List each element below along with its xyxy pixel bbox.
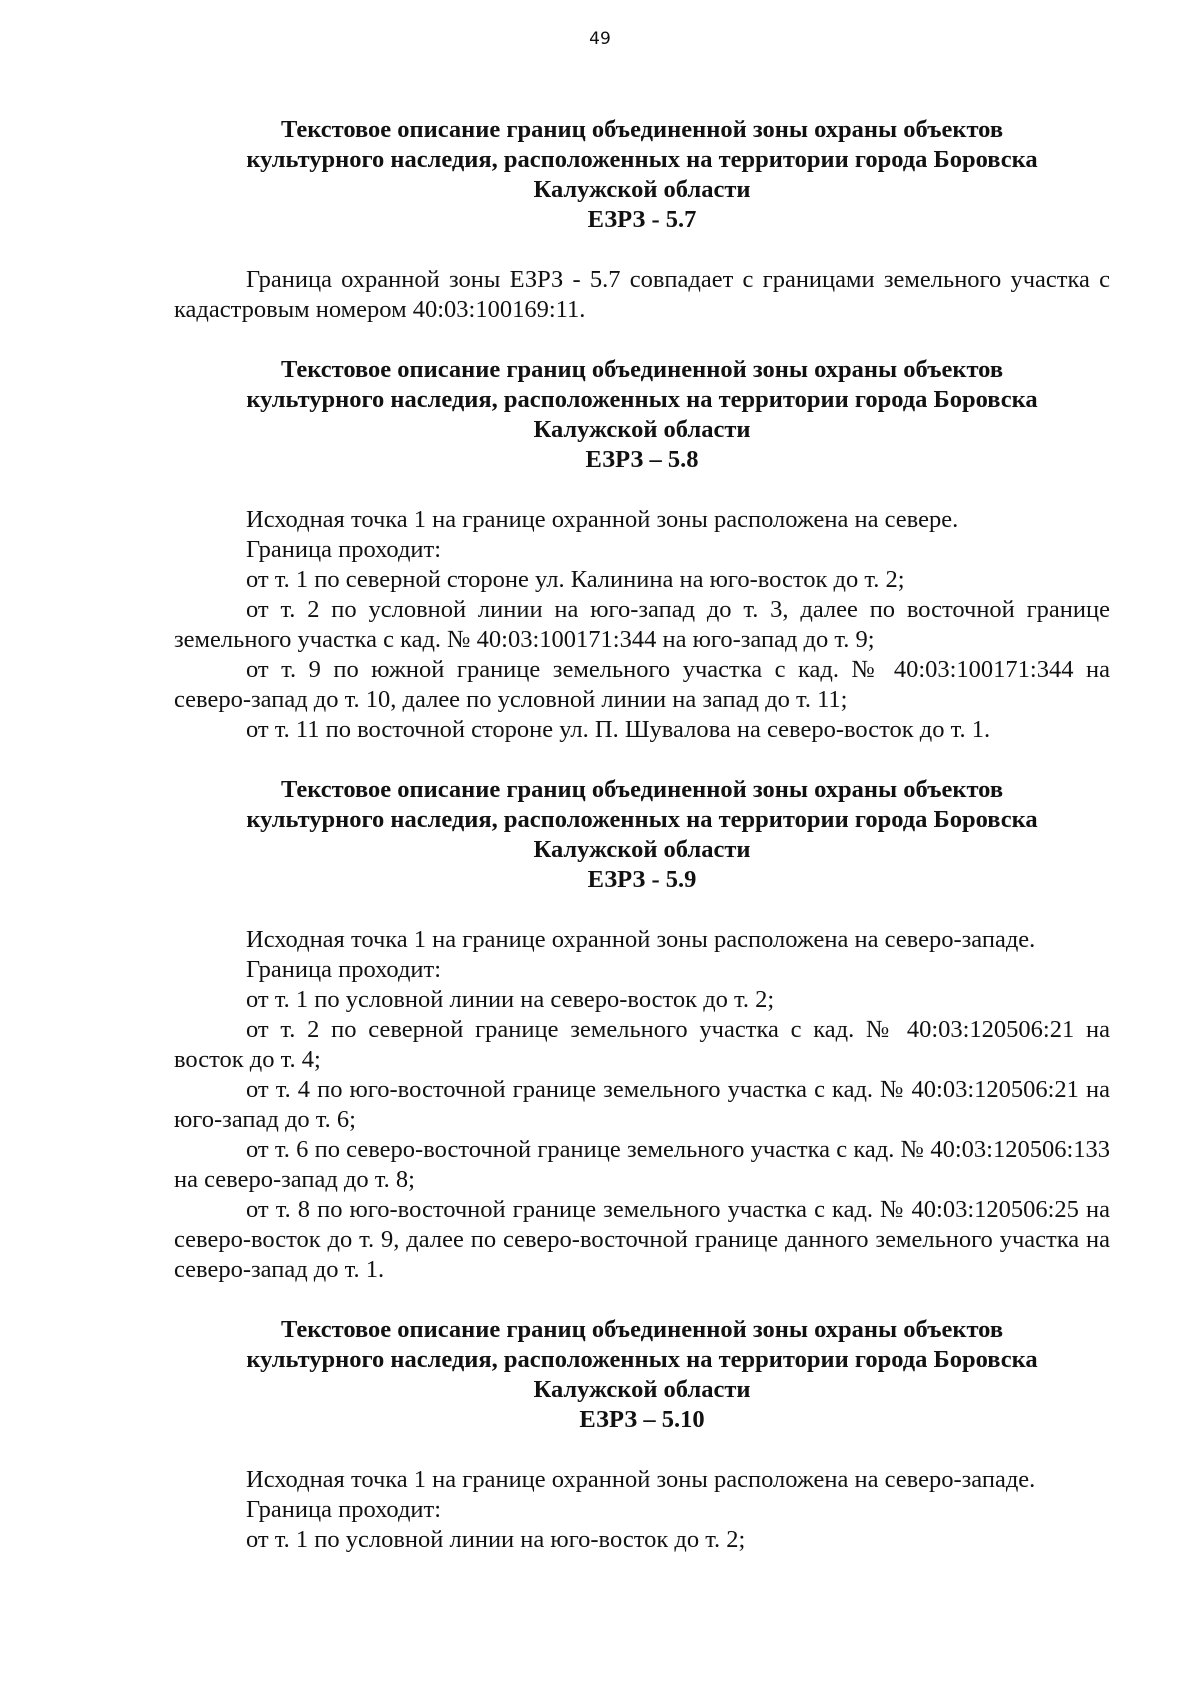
section-text: [174, 925, 1110, 1285]
paragraph: Граница проходит:: [246, 1496, 442, 1523]
heading-line: Калужской области: [533, 836, 751, 863]
heading-line: культурного наследия, расположенных на территории города Боровска: [246, 1346, 1038, 1373]
section-text: [174, 1465, 1110, 1555]
heading-line: культурного наследия, расположенных на территории города Боровска: [246, 386, 1038, 413]
paragraph: Исходная точка 1 на границе охранной зоны расположена на северо-западе.: [246, 1466, 1036, 1493]
heading-line: Калужской области: [533, 416, 751, 443]
paragraph: от т. 11 по восточной стороне ул. П. Шувалова на северо-восток до т. 1.: [246, 716, 991, 743]
zone-code: ЕЗРЗ – 5.10: [579, 1406, 705, 1433]
paragraph: от т. 2 по условной линии на юго-запад до т. 3, далее по восточной границе земельного участка с кад. № 40:03:100171:344 на юго-запад до т. 9;: [174, 596, 1110, 653]
paragraph: от т. 8 по юго-восточной границе земельного участка с кад. № 40:03:120506:25 на северо-восток до т. 9, далее по северо-восточной границе данного земельного участка на северо-запад до т. 1.: [174, 1196, 1110, 1283]
paragraph: от т. 4 по юго-восточной границе земельного участка с кад. № 40:03:120506:21 на юго-запад до т. 6;: [174, 1076, 1110, 1133]
heading-line: Калужской области: [533, 1376, 751, 1403]
paragraph: Граница проходит:: [246, 956, 442, 983]
section-ezrz-5-9: [174, 775, 1110, 1285]
paragraph: от т. 1 по условной линии на северо-восток до т. 2;: [246, 986, 775, 1013]
paragraph: Граница охранной зоны ЕЗРЗ - 5.7 совпадает с границами земельного участка с кадастровым номером 40:03:100169:11.: [174, 266, 1110, 323]
heading-line: Текстовое описание границ объединенной зоны охраны объектов: [280, 116, 1004, 143]
section-text: [174, 505, 1110, 745]
heading-line: культурного наследия, расположенных на территории города Боровска: [246, 146, 1038, 173]
paragraph: Исходная точка 1 на границе охранной зоны расположена на севере.: [246, 506, 959, 533]
heading-line: Текстовое описание границ объединенной зоны охраны объектов: [280, 356, 1004, 383]
page-number: 49: [589, 29, 611, 49]
section-ezrz-5-8: [174, 355, 1110, 745]
zone-code: ЕЗРЗ – 5.8: [585, 446, 699, 473]
paragraph: от т. 1 по условной линии на юго-восток до т. 2;: [246, 1526, 746, 1553]
zone-code: ЕЗРЗ - 5.9: [587, 866, 697, 893]
section-heading: [174, 775, 1110, 895]
heading-line: Текстовое описание границ объединенной зоны охраны объектов: [280, 776, 1004, 803]
heading-line: Калужской области: [533, 176, 751, 203]
heading-line: Текстовое описание границ объединенной зоны охраны объектов: [280, 1316, 1004, 1343]
section-heading: [174, 1315, 1110, 1435]
paragraph: от т. 6 по северо-восточной границе земельного участка с кад. № 40:03:120506:133 на северо-запад до т. 8;: [174, 1136, 1110, 1193]
paragraph: от т. 9 по южной границе земельного участка с кад. № 40:03:100171:344 на северо-запад до т. 10, далее по условной линии на запад до т. 11;: [174, 656, 1110, 713]
paragraph: Исходная точка 1 на границе охранной зоны расположена на северо-западе.: [246, 926, 1036, 953]
section-heading: [174, 115, 1110, 235]
zone-code: ЕЗРЗ - 5.7: [587, 206, 697, 233]
section-text: [174, 265, 1110, 325]
document-body: [174, 115, 1110, 1555]
section-ezrz-5-7: [174, 115, 1110, 325]
section-ezrz-5-10: [174, 1315, 1110, 1555]
paragraph: Граница проходит:: [246, 536, 442, 563]
heading-line: культурного наследия, расположенных на территории города Боровска: [246, 806, 1038, 833]
paragraph: от т. 2 по северной границе земельного участка с кад. № 40:03:120506:21 на восток до т. 4;: [174, 1016, 1110, 1073]
paragraph: от т. 1 по северной стороне ул. Калинина на юго-восток до т. 2;: [246, 566, 905, 593]
section-heading: [174, 355, 1110, 475]
